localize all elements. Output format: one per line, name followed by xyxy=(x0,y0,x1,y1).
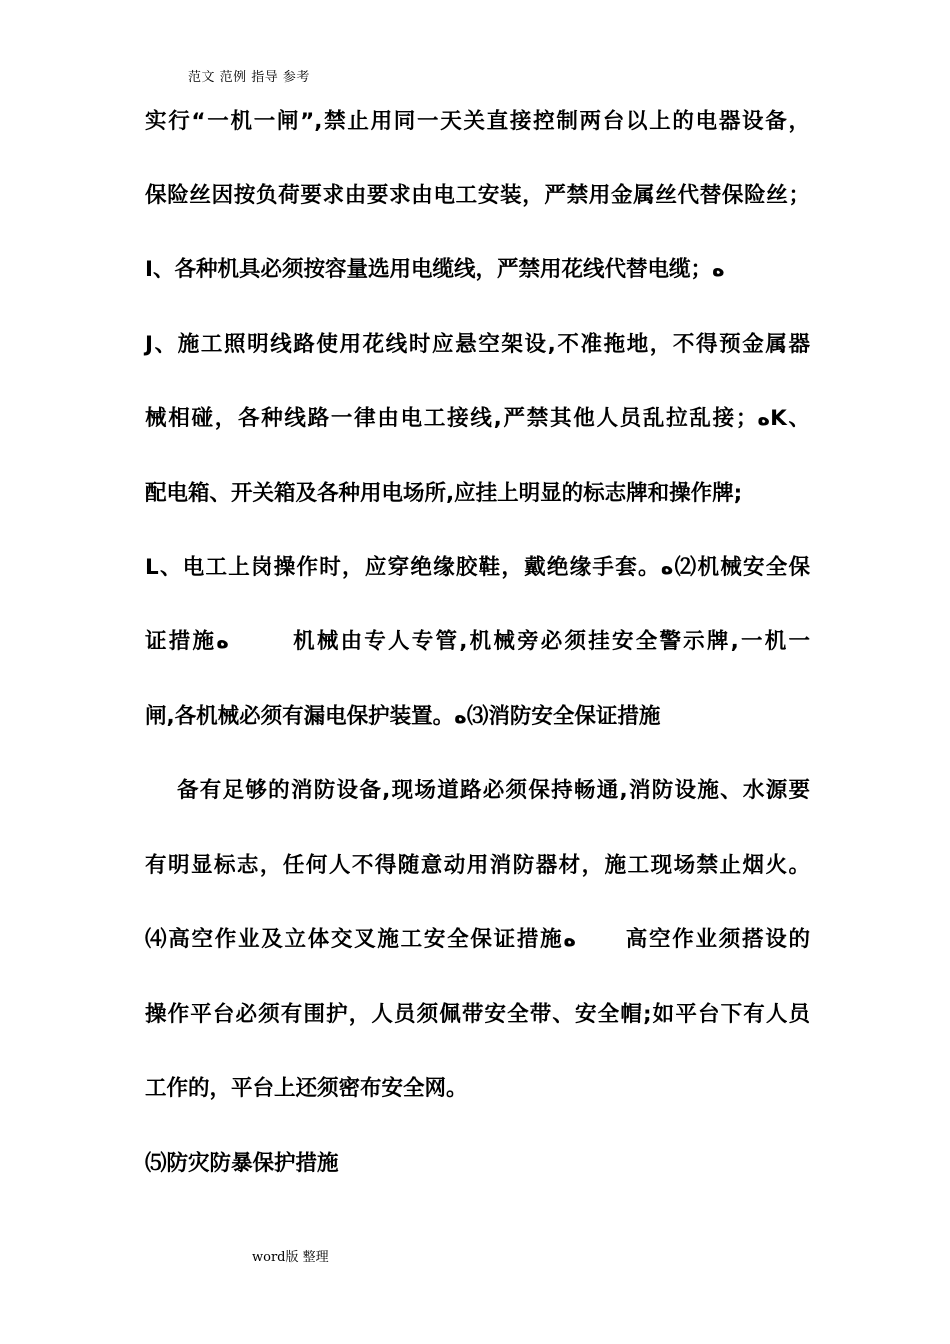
text-line-12-end: 高空作业须搭设的 xyxy=(624,927,810,952)
text-line-8-end: 机械由专人专管,机械旁必须挂安全警示牌,一机一 xyxy=(290,629,810,654)
text-line-5: 械相碰，各种线路一律由电工接线,严禁其他人员乱拉乱接；ﻩK、 xyxy=(145,406,810,431)
text-line-4: J、施工照明线路使用花线时应悬空架设,不准拖地，不得预金属器 xyxy=(145,332,810,357)
text-line-2: 保险丝因按负荷要求由要求由电工安装，严禁用金属丝代替保险丝； xyxy=(145,183,810,208)
text-line-11: 有明显标志，任何人不得随意动用消防器材，施工现场禁止烟火。 xyxy=(145,853,810,878)
text-line-8 xyxy=(145,624,810,660)
text-line-10: 备有足够的消防设备,现场道路必须保持畅通,消防设施、水源要 xyxy=(177,778,810,803)
page-header: 范文 范例 指导 参考 xyxy=(188,70,310,85)
text-line-12 xyxy=(145,922,810,958)
text-line-14: 工作的，平台上还须密布安全网。 xyxy=(145,1076,468,1101)
text-line-7: L、电工上岗操作时，应穿绝缘胶鞋，戴绝缘手套。ﻩ⑵机械安全保 xyxy=(145,555,810,580)
page-footer: word版 整理 xyxy=(252,1250,329,1265)
text-line-6: 配电箱、开关箱及各种用电场所,应挂上明显的标志牌和操作牌; xyxy=(145,481,743,506)
text-line-13: 操作平台必须有围护，人员须佩带安全带、安全帽;如平台下有人员 xyxy=(145,1002,810,1027)
text-line-1: 实行“一机一闸”,禁止用同一天关直接控制两台以上的电器设备， xyxy=(145,109,810,134)
text-line-8-start: 证措施ﻩ xyxy=(145,629,229,654)
text-line-3: I、各种机具必须按容量选用电缆线，严禁用花线代替电缆；ﻩ xyxy=(145,257,725,282)
text-line-12-start: ⑷高空作业及立体交叉施工安全保证措施ﻩ xyxy=(145,927,577,952)
text-line-15: ⑸防灾防暴保护措施 xyxy=(145,1151,339,1176)
text-line-9: 闸,各机械必须有漏电保护装置。ﻩ⑶消防安全保证措施 xyxy=(145,704,661,729)
